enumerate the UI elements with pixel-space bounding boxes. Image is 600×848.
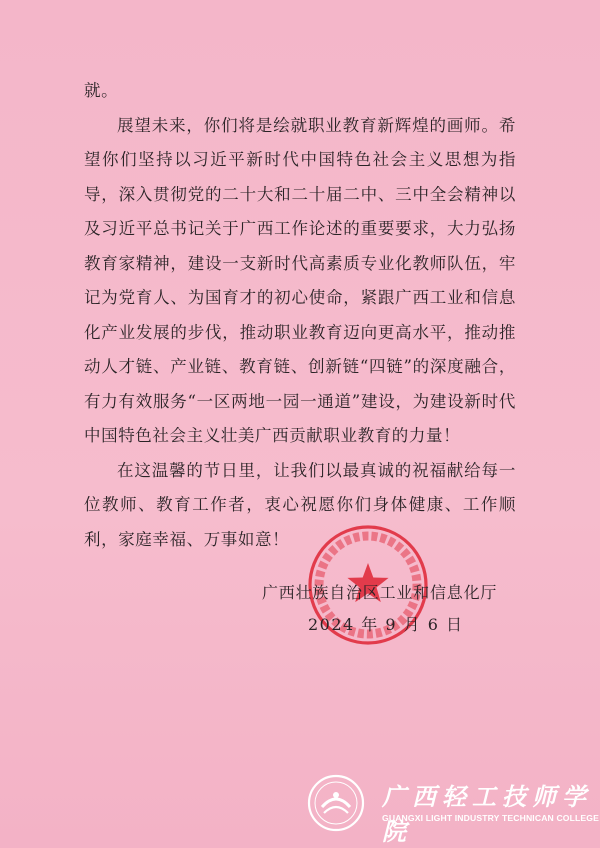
paragraph-greeting: 在这温馨的节日里，让我们以最真诚的祝福献给每一位教师、教育工作者，衷心祝愿你们身体健康、工作顺利，家庭幸福、万事如意！	[84, 460, 516, 549]
letter-body	[84, 74, 516, 557]
signature-date: 2024 年 9 月 6 日	[308, 615, 464, 634]
college-footer	[300, 771, 600, 846]
signature-organization: 广西壮族自治区工业和信息化厅	[262, 583, 498, 602]
college-name-cn: 广西轻工技师学院	[382, 782, 592, 846]
paragraph-outlook: 展望未来，你们将是绘就职业教育新辉煌的画师。希望你们坚持以习近平新时代中国特色社会主义思想为指导，深入贯彻党的二十大和二十届二中、三中全会精神以及习近平总书记关于广西工作论述的重要要求，大力弘扬教育家精神，建设一支新时代高素质专业化教师队伍，牢记为党育人、为国育才的初心使命，紧跟广西工业和信息化产业发展的步伐，推动职业教育迈向更高水平，推动推动人才链、产业链、教育链、创新链“四链”的深度融合，有力有效服务“一区两地一园一通道”建设，为建设新时代中国特色社会主义壮美广西贡献职业教育的力量！	[84, 115, 516, 445]
signature-block	[262, 580, 497, 603]
college-name-en: GUANGXI LIGHT INDUSTRY TECHNICAN COLLEGE	[382, 813, 600, 823]
paragraph-continuation: 就。	[84, 81, 119, 100]
college-logo-icon	[306, 773, 366, 833]
